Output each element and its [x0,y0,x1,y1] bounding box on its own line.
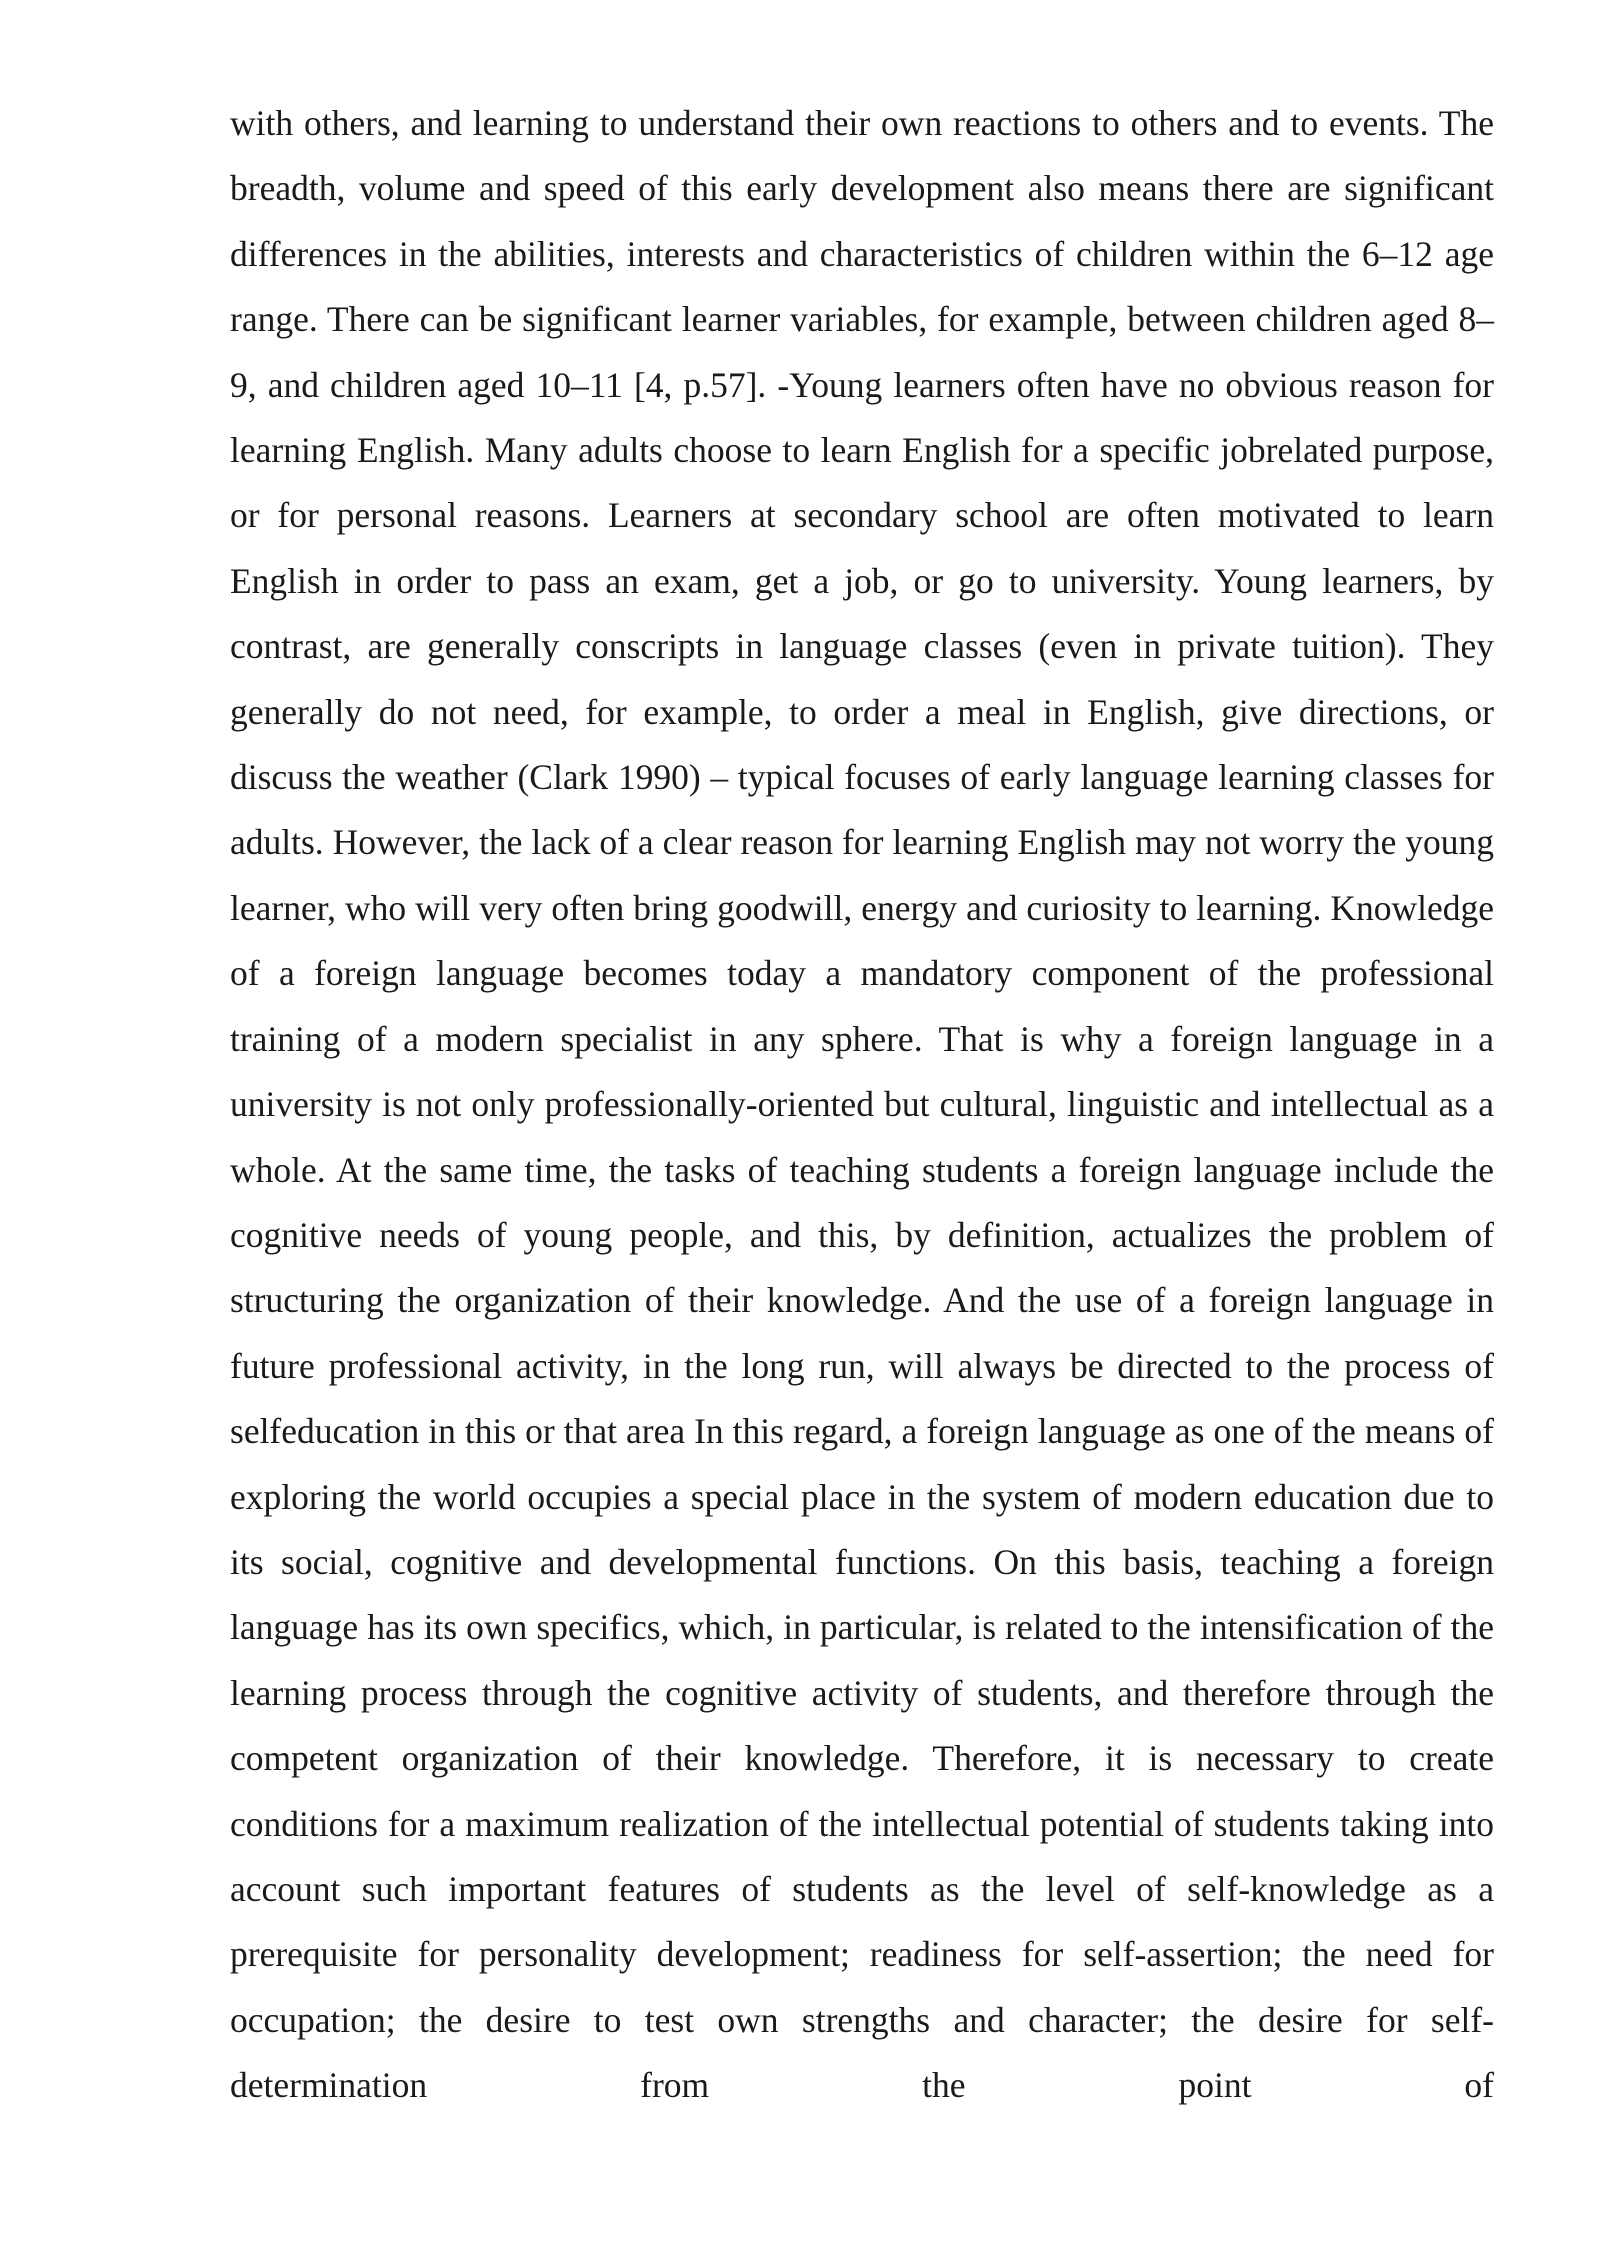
body-paragraph: with others, and learning to understand their own reactions to others and to events. The breadth, volume and speed of this early development also means there are significant differences in the abilities, interests and characteristics of children within the 6–12 age range. There can be significant learner variables, for example, between children aged 8–9, and children aged 10–11 [4, p.57]. -Young learners often have no obvious reason for learning English. Many adults choose to learn English for a specific jobrelated purpose, or for personal reasons. Learners at secondary school are often motivated to learn English in order to pass an exam, get a job, or go to university. Young learners, by contrast, are generally conscripts in language classes (even in private tuition). They generally do not need, for example, to order a meal in English, give directions, or discuss the weather (Clark 1990) – typical focuses of early language learning classes for adults. However, the lack of a clear reason for learning English may not worry the young learner, who will very often bring goodwill, energy and curiosity to learning. Knowledge of a foreign language becomes today a mandatory component of the professional training of a modern specialist in any sphere. That is why a foreign language in a university is not only professionally-oriented but cultural, linguistic and intellectual as a whole. At the same time, the tasks of teaching students a foreign language include the cognitive needs of young people, and this, by definition, actualizes the problem of structuring the organization of their knowledge. And the use of a foreign language in future professional activity, in the long run, will always be directed to the process of selfeducation in this or that area In this regard, a foreign language as one of the means of exploring the world occupies a special place in the system of modern education due to its social, cognitive and developmental functions. On this basis, teaching a foreign language has its own specifics, which, in particular, is related to the intensification of the learning process through the cognitive activity of students, and therefore through the competent organization of their knowledge. Therefore, it is necessary to create conditions for a maximum realization of the intellectual potential of students taking into account such important features of students as the level of self-knowledge as a prerequisite for personality development; readiness for self-assertion; the need for occupation; the desire to test own strengths and character; the desire for self-determination from the point of [230,103,1494,2106]
